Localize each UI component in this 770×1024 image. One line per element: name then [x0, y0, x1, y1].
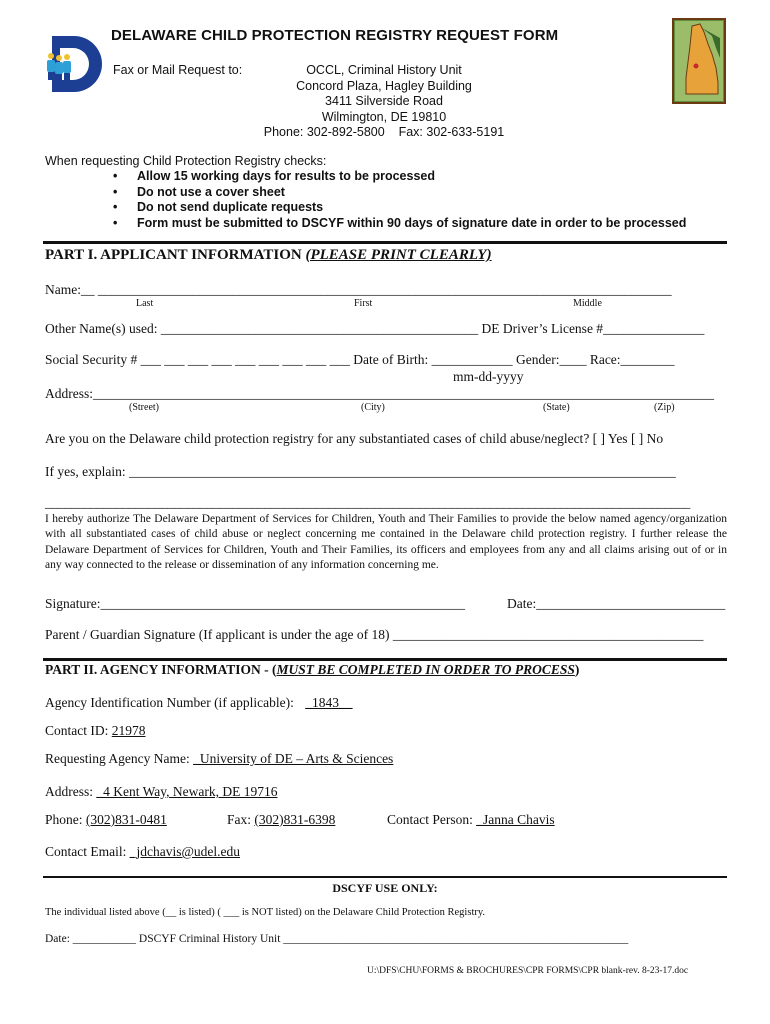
form-title: DELAWARE CHILD PROTECTION REGISTRY REQUEST FORM — [111, 27, 559, 44]
agency-address-row — [45, 784, 278, 800]
contact-person-row — [387, 812, 555, 828]
first-name-caption: First — [354, 298, 373, 309]
city-caption: (City) — [361, 402, 385, 413]
list-item: • Do not use a cover sheet — [113, 184, 285, 199]
dob-format-caption: mm-dd-yyyy — [453, 369, 524, 384]
must-complete-note: MUST BE COMPLETED IN ORDER TO PROCESS — [276, 662, 575, 677]
agency-name-label: Requesting Agency Name: — [45, 751, 194, 766]
list-item: • Form must be submitted to DSCYF within 90 days of signature date in order to be processed — [113, 215, 687, 230]
list-item: • Do not send duplicate requests — [113, 200, 324, 215]
authorization-statement: I hereby authorize The Delaware Department of Services for Children, Youth and Their Families to provide the below named agency/organization with all substantiated cases of child abuse or neglect concerning me contained in the Delaware child protection registry. I further release the Delaware Department of Services for Children, Youth and Their Families, its officers and employees from any and all claims arising out of or in any way connected to the release or dissemination of any information concerning me. — [45, 513, 727, 572]
contact-id-value[interactable]: 21978 — [111, 723, 146, 738]
address-line: Phone: 302-892-5800 Fax: 302-633-5191 — [263, 125, 505, 139]
agency-id-label: Agency Identification Number (if applicable): — [45, 695, 298, 710]
contact-person-value[interactable]: _Janna Chavis — [476, 812, 555, 827]
phone-label: Phone: — [45, 812, 86, 827]
registry-question[interactable]: Are you on the Delaware child protection registry for any substantiated cases of child abuse/neglect? [ ] Yes [ ] No — [45, 431, 664, 446]
drivers-license-field[interactable]: _______________ — [603, 321, 705, 336]
date-field[interactable]: Date:____________________________ — [507, 596, 726, 611]
contact-email-value[interactable]: _jdchavis@udel.edu — [129, 844, 241, 859]
agency-name-row — [45, 751, 393, 767]
drivers-license-label: DE Driver’s License # — [478, 321, 604, 336]
contact-id-label: Contact ID: — [45, 723, 112, 738]
agency-id-row — [45, 695, 353, 711]
middle-name-caption: Middle — [573, 298, 602, 309]
section-divider — [43, 241, 727, 244]
last-name-caption: Last — [136, 298, 154, 309]
agency-address-value[interactable]: _4 Kent Way, Newark, DE 19716 — [96, 784, 278, 799]
ssn-dob-row[interactable]: Social Security # ___ ___ ___ ___ ___ ___ ___ ___ ___ Date of Birth: ____________ Gender:____ Race:________ — [45, 352, 675, 367]
agency-id-value[interactable]: _1843__ — [305, 695, 353, 710]
dscyf-logo — [44, 34, 104, 94]
address-line: OCCL, Criminal History Unit — [306, 63, 462, 77]
agency-fax-row — [227, 812, 335, 828]
guardian-signature-field[interactable]: Parent / Guardian Signature (If applicant is under the age of 18) ______________________________________________ — [45, 627, 704, 642]
instructions-intro: When requesting Child Protection Registry checks: — [45, 154, 327, 168]
name-field[interactable]: Name:__ _____________________________________________________________________________________ — [45, 282, 672, 297]
fax-mail-label: Fax or Mail Request to: — [113, 63, 243, 77]
list-item: • Allow 15 working days for results to be processed — [113, 169, 435, 183]
registry-listing-line[interactable]: The individual listed above (__ is listed) ( ___ is NOT listed) on the Delaware Child Protection Registry. — [45, 907, 486, 918]
instructions-list — [113, 169, 686, 231]
agency-phone-row — [45, 812, 167, 828]
section-divider — [43, 658, 727, 661]
fax-label: Fax: — [227, 812, 255, 827]
mailing-address — [238, 63, 530, 141]
office-use-heading: DSCYF USE ONLY: — [332, 881, 438, 895]
explain-field[interactable]: If yes, explain: _________________________________________________________________________________ — [45, 464, 676, 479]
contact-email-row — [45, 844, 240, 860]
zip-caption: (Zip) — [654, 402, 675, 413]
contact-email-label: Contact Email: — [45, 844, 130, 859]
agency-address-label: Address: — [45, 784, 97, 799]
explain-field-continued[interactable]: ____________________________________________________________________________________________________ — [45, 495, 691, 510]
phone-value[interactable]: (302)831-0481 — [85, 812, 167, 827]
address-line: Concord Plaza, Hagley Building — [296, 78, 472, 93]
other-names-field[interactable]: _______________________________________________ — [160, 321, 479, 336]
contact-person-label: Contact Person: — [387, 812, 477, 827]
signature-field[interactable]: Signature:______________________________________________________ — [45, 596, 465, 611]
section-divider — [43, 876, 727, 878]
part2-heading: PART II. AGENCY INFORMATION - (MUST BE COMPLETED IN ORDER TO PROCESS) — [45, 662, 580, 677]
part1-heading: PART I. APPLICANT INFORMATION (PLEASE PRINT CLEARLY) — [45, 247, 492, 263]
file-path-footer: U:\DFS\CHU\FORMS & BROCHURES\CPR FORMS\CPR blank-rev. 8-23-17.doc — [367, 966, 689, 976]
delaware-map-image — [672, 18, 726, 104]
agency-name-value[interactable]: _University of DE – Arts & Sciences — [193, 751, 394, 766]
other-names-row — [45, 321, 704, 337]
fax-value[interactable]: (302)831-6398 — [254, 812, 336, 827]
contact-id-row — [45, 723, 146, 739]
address-field[interactable]: Address:____________________________________________________________________________________________ — [45, 386, 714, 401]
office-date-line[interactable]: Date: ___________ DSCYF Criminal History Unit ____________________________________________________________ — [45, 933, 629, 945]
address-line: Wilmington, DE 19810 — [321, 109, 447, 124]
other-names-label: Other Name(s) used: — [45, 321, 161, 336]
address-line: 3411 Silverside Road — [325, 94, 443, 108]
street-caption: (Street) — [129, 402, 159, 413]
state-caption: (State) — [543, 402, 570, 413]
print-clearly-note: (PLEASE PRINT CLEARLY) — [305, 247, 492, 263]
